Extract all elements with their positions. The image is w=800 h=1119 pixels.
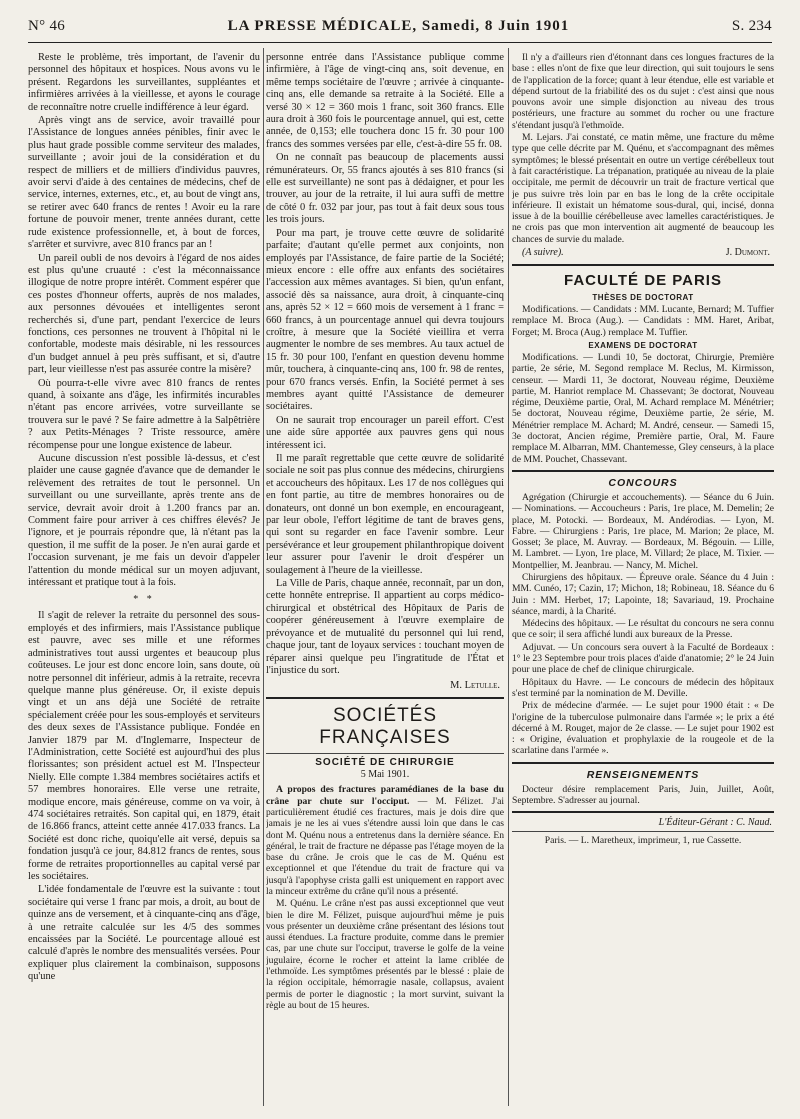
section-rule: [266, 697, 504, 699]
paragraph: Aucune discussion n'est possible là-dessus, et c'est plaider une cause gagnée d'avance que de demander le relèvement des retraites de tout le personnel. Un surveillant ou une surveillante, après trente ans de service, devrait avoir droit à 1.200 francs par an. Comment faire pour arriver à ces chiffres élevés? Je l'ignore, et je pourrais répondre que, là n'étant pas la question, il me suffit de la poser. Je n'en aurai garde et l'occasion survenant, je me fais un devoir d'appeler l'attention du monde médical sur un moyen adjuvant, intéressant et pratique tout à la fois.: [28, 453, 260, 589]
page-header: [28, 18, 772, 40]
section-rule: [266, 753, 504, 754]
theses-title: THÈSES DE DOCTORAT: [592, 293, 694, 303]
havre-notice: Hôpitaux du Havre. — Le concours de médecin des hôpitaux s'est terminé par la nomination de M. Deville.: [512, 676, 774, 699]
paragraph: personne entrée dans l'Assistance publique comme infirmière, à l'âge de vingt-cinq ans, soit devenue, en même temps sociétaire de l'œuvre ; arrivée à cinquante-cinq ans, elle demande sa retraite à la Société. Elle a versé 30 × 12 = 360 mois 1 franc, soit 360 francs. Elle aura droit à 360 fois le pourcentage annuel, qui est, cette année, de 0,153; elle touchera donc 15 fr. 30 pour 100 francs des sommes versées par elle, c'est-à-dire 55 fr. 08.: [266, 52, 504, 150]
journal-title: LA PRESSE MÉDICALE, Samedi, 8 Juin 1901: [227, 18, 570, 34]
article-title: A propos des fractures paramédianes de la base du crâne par chute sur l'occiput.: [266, 784, 504, 807]
paragraph: Pour ma part, je trouve cette œuvre de solidarité parfaite; d'autant qu'elle permet aux conjoints, non employés par l'Assistance, de faire partie de la Société; mieux encore : elle offre aux enfants des sociétaires l'accession aux mêmes avantages. Si bien, qu'un enfant, associé dès sa naissance, aura droit, à cinquante-cinq ans, après 52 × 12 = 660 mois de versement à 1 franc = 660 francs, à un pourcentage annuel qui devra toujours croître, à mesure que la Société vieillira et verra augmenter le nombre de ses membres. Au taux actuel de 15 fr. 30 pour 100, l'enfant en question devenu homme mûr, touchera, à cinquante-cinq ans, 100 fr. 98 de rentes, pour 670 francs versés. Enfin, la Société permet à ses membres ayant quitté l'Assistance de demeurer sociétaires.: [266, 227, 504, 413]
faculty-title: FACULTÉ DE PARIS: [564, 272, 722, 290]
section-rule: [512, 831, 774, 832]
column-3: [512, 52, 774, 1102]
paragraph: L'idée fondamentale de l'œuvre est la suivante : tout sociétaire qui verse 1 franc par mois, a droit, au bout de quinze ans de versement, et à cinquante-cinq ans d'âge, à une retraite calculée sur les 4/5 des sommes encaissées par la Société. Le pourcentage alloué est calculé d'après le nombre des mensualités versées. Pour expliquer plus clairement la combinaison, supposons qu'une: [28, 884, 260, 983]
author-signature: M. Letulle.: [450, 680, 500, 692]
page-number: S. 234: [731, 18, 772, 34]
issue-number: N° 46: [28, 18, 66, 34]
to-be-continued: (A suivre).: [522, 247, 564, 259]
paragraph: Où pourra-t-elle vivre avec 810 francs de rentes quand, à soixante ans d'âge, les infirmités incurables n'étant pas encore arrivées, votre surveillante se trouvera sur le pavé ? Se faire admettre à la Salpêtrière ? aux Petits-Ménages ? Triste ressource, amère récompense pour une longue existence de labeur.: [28, 377, 260, 451]
section-rule: [512, 264, 774, 266]
paragraph: La Ville de Paris, chaque année, reconnaît, par un don, cette honnête entreprise. Il appartient au corps médico-chirurgical et obstétrical des Hôpitaux de Paris de coopérer généreusement à l'œuvre exemplaire de prévoyance et de mutualité du personnel qui lui rend, chaque jour, tant de loyaux services : touchant moyen de réparer ainsi quelque peu l'ingratitude de l'État et l'injustice du sort.: [266, 578, 504, 676]
section-rule: [512, 762, 774, 764]
author-signature: J. Dumont.: [725, 247, 770, 259]
column-divider-2: [508, 48, 509, 1106]
exams-title: EXAMENS DE DOCTORAT: [588, 340, 698, 350]
editor-line: L'Éditeur-Gérant : C. Naud.: [658, 817, 772, 829]
army-prize-notice: Prix de médecine d'armée. — Le sujet pour 1900 était : « De l'origine de la tuberculose pulmonaire dans l'armée »; le prix a été décerné à M. Rouget, major de 2e classe. — Le sujet pour 1902 est : « Origine, évaluation et prophylaxie de la rougeole et de la scarlatine dans l'armée ».: [512, 700, 774, 757]
renseignements-body: Docteur désire remplacement Paris, Juin, Juillet, Août, Septembre. S'adresser au journal.: [512, 783, 774, 807]
printer-line: Paris. — L. Maretheux, imprimeur, 1, rue Cassette.: [544, 835, 742, 847]
concours-title: CONCOURS: [608, 476, 678, 489]
column-divider-1: [263, 48, 264, 1106]
section-rule: [512, 470, 774, 472]
theses-body: Modifications. — Candidats : MM. Lucante, Bernard; M. Tuffier remplace M. Broca (Aug.). — Candidats : MM. Haret, Aribat, Forget; M. Broca (Aug.) remplace M. Tuffier.: [512, 304, 774, 338]
article-paragraph: M. Quénu. Le crâne n'est pas aussi exceptionnel que veut bien le dire M. Félizet, puisque aujourd'hui même je puis vous présenter un deuxième crâne présentant des lésions tout aussi étendues. La fracture produite, comme dans le premier cas, par une chute sur l'occiput, traverse le golfe de la veine jugulaire, écorne le rocher et atteint la lame criblée de l'ethmoïde. Les symptômes présentés par le blessé : plaie de la région occipitale, hémorragie nasale, collapsus, avaient permis de porter le diagnostic ; la mort survint, suivant la règle au bout de 15 heures.: [266, 898, 504, 1011]
adjuvat-notice: Adjuvat. — Un concours sera ouvert à la Faculté de Bordeaux : 1° le 23 Septembre pour trois places d'aide d'anatomie; 2° le 24 Juin pour une place de chef de clinique chirurgicale.: [512, 641, 774, 676]
header-rule: [28, 42, 772, 43]
agregation-notice: Agrégation (Chirurgie et accouchements). — Séance du 6 Juin. — Nominations. — Accoucheurs : Paris, 1re place, M. Demelin; 2e place, M. Potocki. — Bordeaux, M. Andérodias. — Lyon, M. Fabre. — Chirurgiens : Paris, 1re place, M. Marion; 2e place, M. Gosset; 3e place, M. Auvray. — Bordeaux, M. Bégouin. — Lille, M. Lambret. — Lyon, 1re place, M. Villard; 2e place, M. Tixier. — Montpellier, M. Jeanbrau. — Nancy, M. Michel.: [512, 491, 774, 571]
column-2: [266, 52, 504, 1102]
paragraph: Il me paraît regrettable que cette œuvre de solidarité sociale ne soit pas plus connue des médecins, chirurgiens et accoucheurs des hôpitaux. Les 17 de nos collègues qui en font partie, au titre de membres honoraires ou de donateurs, ont donné un bon exemple, en encourageant, par leur obole, l'effort légitime de tant de braves gens, qui sont su regarder en face l'avenir sombre. Leur persévérance et leur groupement philanthropique doivent leur assurer pour l'avenir le droit d'espérer un soulagement à l'heure de la vieillesse.: [266, 453, 504, 576]
society-date: 5 Mai 1901.: [360, 769, 410, 781]
paragraph: Après vingt ans de service, avoir travaillé pour l'Assistance de longues années pénibles, finir avec le plus haut grade possible comme serviteur des malades, surveillante ; avoir joui de la considération et du respect de milliers et de milliers d'individus pauvres, avoir servi d'aide à des centaines de médecins, chef de service, internes, externes, etc., et, au bout de vingt ans, se retirer avec 640 francs de rentes ! Avoir eu la rare fortune de pouvoir mener, trente années durant, cette rude existence professionnelle, et, à bout de forces, s'arrêter et survivre, avec 810 francs par an !: [28, 115, 260, 251]
paragraph: Il n'y a d'ailleurs rien d'étonnant dans ces longues fractures de la base : elles n'ont de fixe que leur direction, qui suit toujours le sens de l'application de la force; quant à leur étendue, elle est variable et dépend surtout de la friabilité des os du sujet : c'est ainsi que nous pouvons avoir une simple disjonction au niveau des trous postérieurs, une fracture au sommet du rocher ou une fracture s'étendant jusqu'à l'ethmoïde.: [512, 52, 774, 131]
paragraph: Il s'agit de relever la retraite du personnel des sous-employés et des infirmiers, mais l'Assistance publique est pauvre, avec ses mille et une réformes administratives tout aussi urgentes et beaucoup plus coûteuses. Le jour est donc encore loin, sans doute, où notre personnel dit inférieur, admis à la retraite, recevra quelque manne plus généreuse. Or, il existe depuis vingt et un ans déjà une Société de retraite spécialement créée pour les sous-employés et serviteurs des deux sexes de l'Assistance publique. Fondée en Janvier 1879 par M. d'Inglemarre, Inspecteur de l'Administration, cette Société est aujourd'hui des plus florissantes; son président actuel est M. l'Inspecteur Nielly. Elle compte 1.384 membres sociétaires actifs et 57 membres honoraires. Elle verse une retraite, modique encore, mais généreuse, comme on va voir, à 474 sociétaires retraités. Son capital qui, en 1879, était de 16.866 francs, atteint cette année 417.033 francs. La Société est donc riche, quoiqu'elle ait versé, depuis sa fondation jusqu'à ce jour, 84.812 francs de rentes, sous forme de retraites proportionnelles au capital versé par les sociétaires.: [28, 610, 260, 882]
article-paragraph: [266, 784, 504, 897]
paragraph: On ne connaît pas beaucoup de placements aussi rémunérateurs. Or, 55 francs ajoutés à ses 810 francs (si elle est surveillante) ne sont pas à dédaigner, et pour les trouver, au jour de la retraite, il lui aura suffi de mettre de côté 0 fr. 032 par jour, pas tout à fait deux sous tous les trois jours.: [266, 152, 504, 226]
surgeons-notice: Chirurgiens des hôpitaux. — Épreuve orale. Séance du 4 Juin : MM. Cunéo, 17; Cazin, 17; Michon, 18; Robineau, 18. Séance du 6 Juin : MM. Herbet, 17; Lapointe, 18; Savariaud, 19. Prochaine séance, mardi, à la Charité.: [512, 571, 774, 617]
paragraph: Un pareil oubli de nos devoirs à l'égard de nos aides est plus qu'une cruauté : c'est la méconnaissance illogique de notre propre intérêt. Comment espérer que ces postes d'honneur offerts, auprès de nos malades, aux personnes dévouées et intelligentes seront recherchés si, d'une part, pendant l'exercice de leurs fonctions, ces personnes ne trouvent à l'hôpital ni le confortable, modeste mais désirable, ni les ressources d'un budget annuel à peu près suffisant, et si, d'autre part, leur vieillesse n'est pas assurée contre la misère?: [28, 252, 260, 376]
physicians-notice: Médecins des hôpitaux. — Le résultat du concours ne sera connu que ce soir; il sera affiché lundi aux bureaux de la Presse.: [512, 618, 774, 641]
signature-line: [522, 247, 770, 258]
paragraph: On ne saurait trop encourager un pareil effort. C'est une aide sûre apportée aux pauvres gens qui nous intéressent ici.: [266, 414, 504, 451]
article-text: — M. Félizet. J'ai particulièrement étudié ces fractures, mais je dois dire que jamais je ne les ai vues s'étendre aussi loin que dans le cas dont M. Quénu nous a entretenus dans la dernière séance. En général, le trait de fracture ne dépasse pas l'étage moyen de la base du crâne. Je crois que le cas de M. Quénu est exceptionnel et que l'étendue du trait de fracture qui va jusqu'à l'apophyse crista galli est uniquement en rapport avec la minceur extrême du crâne qu'il nous a présenté.: [266, 795, 504, 897]
paragraph: M. Lejars. J'ai constaté, ce matin même, une fracture du même type que celle décrite par M. Quénu, et s'accompagnant des mêmes symptômes; le blessé présentait en outre un vertige cérébelleux tout à fait caractéristique. La trépanation, pratiquée au niveau de la plaie occipitale, me permit de découvrir un trait de fracture vertical que je pus suivre très loin par en bas le long de la crête occipitale inférieure. Il existait un hématome sous-dural, qui, incisé, donna issue à de la bouillie cérébelleuse avec lamelles caractéristiques. Je ne crois pas que mon intervention ait augmenté de beaucoup les chances de survie du malade.: [512, 132, 774, 245]
section-title: SOCIÉTÉS FRANÇAISES: [319, 705, 451, 749]
section-stars: * *: [133, 594, 155, 606]
renseignements-title: RENSEIGNEMENTS: [586, 768, 700, 781]
paragraph: Reste le problème, très important, de l'avenir du personnel des hôpitaux et hospices. Nous avons vu le présent. Regardons les surveillantes, suppléantes et infirmières arrivées à la vieillesse, et ayons le courage de reconnaître notre cruelle indifférence à leur égard.: [28, 52, 260, 113]
section-rule: [512, 811, 774, 813]
society-title: SOCIÉTÉ DE CHIRURGIE: [315, 757, 455, 769]
column-1: [28, 52, 260, 1102]
exams-body: Modifications. — Lundi 10, 5e doctorat, Chirurgie, Première partie, 2e série, M. Segond remplace M. Reclus, M. Kirmisson, censeur. — Mardi 11, 3e doctorat, Nouveau régime, Deuxième partie, M. Hanriot remplace M. Chassevant; 3e doctorat, Nouveau régime, Deuxième partie, Oral, M. Achard remplace M. Ménétrier; 5e doctorat, Nouveau régime, Deuxième partie, 2e série, M. Ménétrier remplace M. Achard; M. André, censeur. — Samedi 15, 3e doctorat, Ancien régime, Première partie, Oral, M. Faure remplace M. Albarran, MM. Chantemesse, Gley censeurs, à la place de MM. Pouchet, Chassevant.: [512, 351, 774, 465]
